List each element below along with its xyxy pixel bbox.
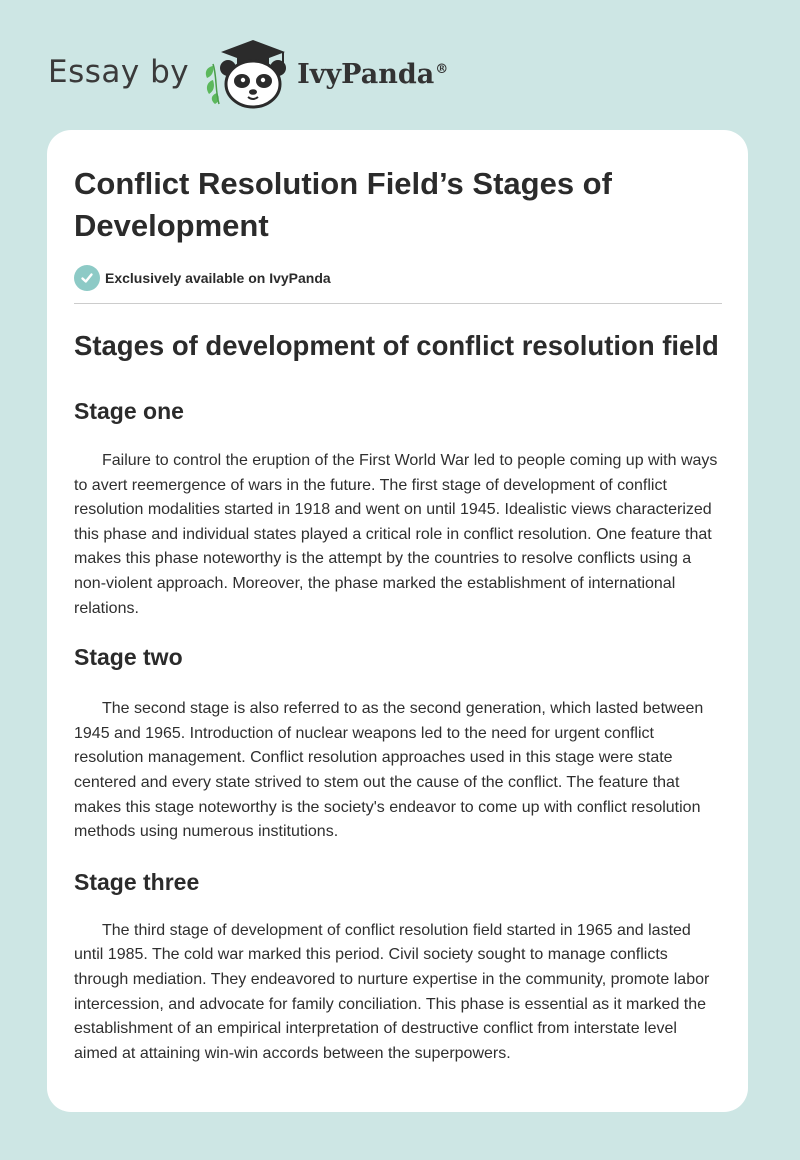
- stage-two-title: Stage two: [74, 644, 183, 671]
- stage-one-title: Stage one: [74, 398, 184, 424]
- section-title: Stages of development of conflict resolution field: [74, 330, 719, 361]
- brand-name-text: IvyPanda: [297, 58, 435, 90]
- stage-one-paragraph: Failure to control the eruption of the First World War led to people coming up with ways to avert reemergence of wars in the future. The first stage of development of conflict resolution modalities started in 1918 and went on until 1945. Idealistic views characterized this phase and individual states played a critical role in conflict resolution. One feature that makes this phase noteworthy is the attempt by the countries to resolve conflicts using a non-violent approach. Moreover, the phase marked the establishment of international relations.: [74, 452, 718, 617]
- essay-card: [47, 130, 748, 1112]
- stage-two-paragraph: The second stage is also referred to as the second generation, which lasted between 1945 and 1965. Introduction of nuclear weapons led to the need for urgent conflict resolution management. Conflict resolution approaches used in this stage were state centered and every state strived to stem out the cause of the conflict. The feature that makes this stage noteworthy is the society's endeavor to come up with conflict resolution methods using numerous institutions.: [74, 700, 704, 841]
- panda-graduate-icon: [203, 34, 295, 110]
- exclusive-badge: [74, 264, 722, 292]
- divider: [74, 303, 722, 304]
- page-title: Conflict Resolution Field’s Stages of Development: [74, 166, 612, 243]
- stage-three-title: Stage three: [74, 868, 200, 895]
- brand-prefix: Essay by: [48, 54, 190, 90]
- registered-mark: ®: [435, 61, 449, 77]
- site-header: [48, 34, 448, 110]
- check-icon: [74, 265, 100, 291]
- brand-name: [297, 59, 448, 90]
- stage-three-paragraph: The third stage of development of conflict resolution field started in 1965 and lasted until 1985. The cold war marked this period. Civil society sought to manage conflicts through mediation. They endeavored to nurture expertise in the community, promote labor intercession, and advocate for family conciliation. This phase is essential as it marked the establishment of an empirical interpretation of destructive conflict from interstate level aimed at attaining win-win accords between the superpowers.: [74, 921, 710, 1062]
- exclusive-badge-label: Exclusively available on IvyPanda: [105, 270, 331, 286]
